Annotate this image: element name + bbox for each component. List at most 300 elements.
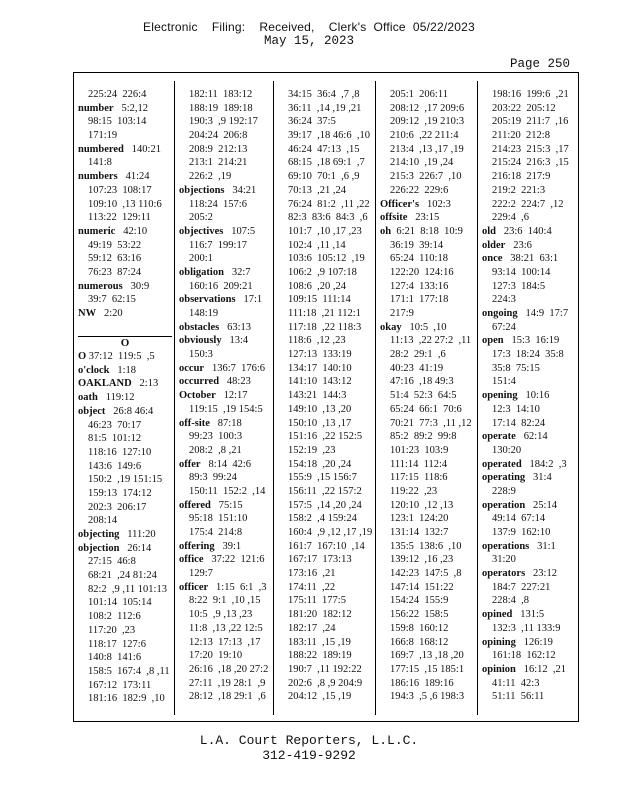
continuation-line: 177:15 ,15 185:1 [390, 663, 465, 675]
continuation-line: 118:6 ,12 ,23 [288, 335, 346, 347]
page-line-refs: 131:5 [512, 609, 545, 621]
page-line-refs: 37:12 119:5 ,5 [86, 351, 155, 363]
index-column-4 [380, 88, 474, 718]
continuation-line: 12:13 17:13 ,17 [189, 636, 261, 648]
continuation-line: 203:22 205:12 [492, 102, 556, 114]
continuation-line: 36:19 39:14 [390, 239, 444, 251]
continuation-line: 76:23 87:24 [88, 266, 142, 278]
column-divider-4 [477, 81, 478, 715]
page-line-refs: 87:18 [209, 417, 242, 429]
continuation-line: 208:9 212:13 [189, 143, 248, 155]
continuation-line: 135:5 138:6 ,10 [390, 540, 462, 552]
continuation-line: 36:24 37:5 [288, 116, 336, 128]
continuation-line: 122:20 124:16 [390, 266, 454, 278]
page-line-refs: 126:19 [515, 636, 553, 648]
continuation-line: 182:17 ,24 [288, 622, 336, 634]
page-line-refs: 14:9 17:7 [517, 308, 569, 319]
page-line-refs: 31:4 [525, 472, 552, 484]
index-term: older [482, 239, 506, 251]
index-term: off-site [179, 417, 210, 429]
deposition-date: May 15, 2023 [263, 34, 354, 48]
continuation-line: 127:3 184:5 [492, 280, 546, 292]
continuation-line: 150:3 [189, 349, 213, 361]
continuation-line: 200:1 [189, 253, 213, 265]
page-line-refs: 1:18 [109, 364, 137, 376]
continuation-line: 35:8 75:15 [492, 362, 540, 374]
index-entry [78, 528, 172, 542]
continuation-line: 229:4 ,6 [492, 212, 530, 224]
continuation-line: 213:4 ,13 ,17 ,19 [390, 143, 464, 155]
index-entry [482, 499, 576, 513]
index-term: okay [380, 321, 402, 333]
continuation-line: 11:8 ,13 ,22 12:5 [189, 622, 263, 634]
continuation-line: 82:2 ,9 ,11 101:13 [88, 583, 167, 595]
page-line-refs: 1:15 6:1 ,3 [208, 581, 267, 593]
continuation-line: 204:24 206:8 [189, 130, 248, 142]
continuation-line: 116:7 199:17 [189, 239, 247, 251]
continuation-line: 81:5 101:12 [88, 433, 142, 445]
page-line-refs: 34:21 [224, 184, 257, 196]
page-line-refs: 23:12 [525, 568, 557, 580]
continuation-line: 31:20 [492, 554, 516, 566]
continuation-line: 99:23 100:3 [189, 431, 243, 443]
index-entry [179, 499, 273, 513]
continuation-line: 141:8 [88, 157, 112, 169]
index-term: NW [78, 308, 97, 319]
continuation-line: 17:3 18:24 35:8 [492, 349, 564, 361]
index-entry [482, 567, 576, 581]
page-line-refs: 102:3 [419, 198, 451, 210]
continuation-line: 183:11 ,15 ,19 [288, 636, 351, 648]
continuation-line: 161:7 167:10 ,14 [288, 540, 365, 552]
index-entry [78, 280, 172, 294]
continuation-line: 93:14 100:14 [492, 266, 551, 278]
continuation-line: 156:11 ,22 157:2 [288, 485, 362, 497]
page-line-refs: 2:20 [96, 308, 123, 319]
column-divider-1 [174, 81, 175, 715]
continuation-line: 109:10 ,13 110:6 [88, 198, 162, 210]
continuation-line: 49:19 53:22 [88, 239, 142, 251]
index-entry [482, 471, 576, 485]
continuation-line: 46:23 70:17 [88, 419, 142, 431]
page-line-refs: 23:15 [407, 212, 440, 224]
index-entry [179, 362, 273, 376]
index-entry [78, 307, 172, 321]
continuation-line: 154:24 155:9 [390, 595, 449, 607]
index-entry [482, 608, 576, 622]
index-entry [179, 553, 273, 567]
continuation-line: 69:10 70:1 ,6 ,9 [288, 171, 360, 183]
page-line-refs: 23:6 140:4 [496, 225, 552, 237]
index-entry [179, 375, 273, 389]
index-term: numbers [78, 171, 118, 183]
continuation-line: 107:23 108:17 [88, 184, 152, 196]
continuation-line: 137:9 162:10 [492, 527, 551, 538]
blank-line [78, 321, 172, 335]
continuation-line: 65:24 66:1 70:6 [390, 403, 462, 415]
continuation-line: 141:10 143:12 [288, 376, 352, 388]
index-column-5 [482, 88, 576, 718]
continuation-line: 208:12 ,17 209:6 [390, 102, 465, 114]
page-line-refs: 48:23 [219, 376, 251, 388]
index-term: objecting [78, 529, 120, 540]
continuation-line: 98:15 103:14 [88, 116, 147, 128]
page-line-refs: 107:5 [223, 225, 256, 237]
continuation-line: 111:18 ,21 112:1 [288, 308, 361, 319]
continuation-line: 143:21 144:3 [288, 390, 347, 402]
continuation-line: 68:15 ,18 69:1 ,7 [288, 157, 365, 169]
index-term: objection [78, 542, 120, 554]
continuation-line: 118:16 127:10 [88, 446, 152, 458]
continuation-line: 175:4 214:8 [189, 527, 243, 538]
index-entry [179, 389, 273, 403]
index-term: objections [179, 184, 225, 196]
continuation-line: 160:16 209:21 [189, 280, 253, 292]
page-line-refs: 13:4 [221, 335, 249, 347]
continuation-line: 40:23 41:19 [390, 362, 444, 374]
reporter-phone: 312-419-9292 [262, 748, 356, 763]
reporter-company: L.A. Court Reporters, L.L.C. [199, 733, 419, 748]
continuation-line: 147:14 151:22 [390, 581, 454, 593]
continuation-line: 76:24 81:2 ,11 ,22 [288, 198, 370, 210]
page-line-refs: 10:5 ,10 [401, 321, 447, 333]
continuation-line: 151:4 [492, 376, 516, 388]
index-entry [179, 417, 273, 431]
continuation-line: 181:16 182:9 ,10 [88, 693, 165, 705]
index-entry [380, 211, 474, 225]
continuation-line: 159:13 174:12 [88, 487, 152, 499]
continuation-line: 219:2 221:3 [492, 184, 546, 196]
continuation-line: 156:22 158:5 [390, 609, 449, 621]
index-entry [482, 334, 576, 348]
index-term: ongoing [482, 308, 518, 319]
column-divider-3 [375, 81, 376, 715]
continuation-line: 150:10 ,13 ,17 [288, 417, 352, 429]
index-entry [482, 540, 576, 554]
index-term: OAKLAND [78, 378, 132, 390]
continuation-line: 106:2 ,9 107:18 [288, 266, 357, 278]
continuation-line: 134:17 140:10 [288, 362, 352, 374]
index-term: obstacles [179, 321, 220, 333]
page-line-refs: 17:1 [235, 294, 263, 306]
continuation-line: 108:2 112:6 [88, 611, 141, 623]
continuation-line: 202:3 206:17 [88, 501, 147, 513]
index-term: open [482, 335, 504, 347]
page-line-refs: 39:1 [214, 540, 242, 552]
continuation-line: 194:3 ,5 ,6 198:3 [390, 691, 465, 703]
continuation-line: 205:1 206:11 [390, 89, 448, 100]
continuation-line: 34:15 36:4 ,7 ,8 [288, 89, 360, 100]
continuation-line: 8:22 9:1 ,10 ,15 [189, 595, 261, 607]
page-line-refs: 15:3 16:19 [503, 335, 560, 347]
continuation-line: 211:20 212:8 [492, 130, 550, 142]
continuation-line: 167:12 173:11 [88, 679, 152, 691]
continuation-line: 228:9 [492, 485, 516, 497]
index-entry [78, 405, 172, 419]
continuation-line: 182:11 183:12 [189, 89, 253, 100]
continuation-line: 117:20 ,23 [88, 624, 136, 636]
continuation-line: 151:16 ,22 152:5 [288, 431, 363, 443]
continuation-line: 159:8 160:12 [390, 622, 449, 634]
index-entry [78, 391, 172, 405]
index-term: occurred [179, 376, 220, 388]
continuation-line: 130:20 [492, 444, 522, 456]
continuation-line: 160:4 ,9 ,12 ,17 ,19 [288, 527, 372, 538]
continuation-line: 157:5 ,14 ,20 ,24 [288, 499, 362, 511]
continuation-line: 95:18 151:10 [189, 513, 248, 525]
index-entry [179, 266, 273, 280]
continuation-line: 28:12 ,18 29:1 ,6 [189, 691, 266, 703]
index-entry [179, 581, 273, 595]
continuation-line: 228:4 ,8 [492, 595, 530, 607]
continuation-line: 10:5 ,9 ,13 ,23 [189, 609, 253, 621]
continuation-line: 117:15 118:6 [390, 472, 448, 484]
index-column-1 [78, 88, 172, 718]
continuation-line: 215:3 226:7 ,10 [390, 171, 462, 183]
continuation-line: 12:3 14:10 [492, 403, 540, 415]
continuation-line: 123:1 124:20 [390, 513, 449, 525]
index-term: objectives [179, 225, 224, 237]
page-line-refs: 12:17 [215, 390, 248, 402]
continuation-line: 216:18 217:9 [492, 171, 551, 183]
continuation-line: 213:1 214:21 [189, 157, 248, 169]
continuation-line: 49:14 67:14 [492, 513, 546, 525]
index-term: opinion [482, 663, 516, 675]
continuation-line: 143:6 149:6 [88, 460, 142, 472]
continuation-line: 214:10 ,19 ,24 [390, 157, 454, 169]
filing-header: Electronic Filing: Received, Clerk's Office 05/22/2023 [143, 20, 475, 34]
index-term: operated [482, 458, 522, 470]
continuation-line: 210:6 ,22 211:4 [390, 130, 459, 142]
page-line-refs: 2:13 [131, 378, 159, 390]
continuation-line: 36:11 ,14 ,19 ,21 [288, 102, 362, 114]
continuation-line: 51:11 56:11 [492, 691, 545, 703]
continuation-line: 158:5 167:4 ,8 ,11 [88, 665, 170, 677]
continuation-line: 102:4 ,11 ,14 [288, 239, 346, 251]
continuation-line: 208:2 ,8 ,21 [189, 444, 242, 456]
index-entry [482, 636, 576, 650]
continuation-line: 119:15 ,19 154:5 [189, 403, 263, 415]
continuation-line: 225:24 226:4 [88, 89, 147, 100]
continuation-line: 85:2 89:2 99:8 [390, 431, 457, 443]
index-entry [179, 225, 273, 239]
continuation-line: 150:2 ,19 151:15 [88, 474, 163, 486]
index-entry [179, 321, 273, 335]
continuation-line: 198:16 199:6 ,21 [492, 89, 569, 100]
continuation-line: 101:14 105:14 [88, 597, 152, 609]
page-line-refs: 16:12 ,21 [515, 663, 567, 675]
continuation-line: 209:12 ,19 210:3 [390, 116, 465, 128]
continuation-line: 120:10 ,12 ,13 [390, 499, 454, 511]
continuation-line: 205:19 211:7 ,16 [492, 116, 569, 128]
index-entry [179, 458, 273, 472]
index-entry [380, 225, 474, 239]
continuation-line: 154:18 ,20 ,24 [288, 458, 352, 470]
index-entry [78, 350, 172, 364]
continuation-line: 171:19 [88, 130, 118, 142]
page-line-refs: 140:21 [123, 143, 161, 155]
index-term: o'clock [78, 364, 110, 376]
index-term: operations [482, 540, 530, 552]
continuation-line: 175:11 177:5 [288, 595, 346, 607]
continuation-line: 208:14 [88, 515, 118, 527]
continuation-line: 132:3 ,11 133:9 [492, 622, 561, 634]
continuation-line: 204:12 ,15 ,19 [288, 691, 352, 703]
index-term: numerous [78, 280, 123, 292]
page-line-refs: 8:14 42:6 [200, 458, 252, 470]
continuation-line: 139:12 ,16 ,23 [390, 554, 454, 566]
index-entry [78, 225, 172, 239]
continuation-line: 226:2 ,19 [189, 171, 232, 183]
index-term: officer [179, 581, 209, 593]
index-column-3 [278, 88, 372, 718]
page-line-refs: 32:7 [223, 266, 251, 278]
continuation-line: 89:3 99:24 [189, 472, 237, 484]
continuation-line: 26:16 ,18 ,20 27:2 [189, 663, 269, 675]
continuation-line: 149:10 ,13 ,20 [288, 403, 352, 415]
continuation-line: 186:16 189:16 [390, 677, 454, 689]
page-line-refs: 25:14 [525, 499, 557, 511]
continuation-line: 188:22 189:19 [288, 650, 352, 662]
index-entry [482, 389, 576, 403]
index-term: numeric [78, 225, 116, 237]
index-entry [78, 170, 172, 184]
index-term: offered [179, 499, 211, 511]
page-line-refs: 38:21 63:1 [502, 253, 559, 265]
continuation-line: 68:21 ,24 81:24 [88, 570, 157, 582]
index-term: operate [482, 431, 516, 443]
page-line-refs: 31:1 [529, 540, 556, 552]
continuation-line: 65:24 110:18 [390, 253, 448, 265]
continuation-line: 131:14 132:7 [390, 527, 449, 538]
page-line-refs: 37:22 121:6 [203, 554, 265, 566]
index-term: oath [78, 392, 98, 404]
continuation-line: 70:13 ,21 ,24 [288, 184, 347, 196]
continuation-line: 222:2 224:7 ,12 [492, 198, 564, 210]
continuation-line: 190:7 ,11 192:22 [288, 663, 362, 675]
continuation-line: 152:19 ,23 [288, 444, 336, 456]
index-entry [482, 252, 576, 266]
index-term: occur [179, 362, 205, 374]
index-term: Officer's [380, 198, 420, 210]
index-column-2 [179, 88, 273, 718]
page-line-refs: 136:7 176:6 [204, 362, 266, 374]
continuation-line: 118:24 157:6 [189, 198, 247, 210]
continuation-line: 17:14 82:24 [492, 417, 546, 429]
continuation-line: 171:1 177:18 [390, 294, 449, 306]
continuation-line: 127:13 133:19 [288, 349, 352, 361]
index-term: once [482, 253, 503, 265]
continuation-line: 167:17 173:13 [288, 554, 352, 566]
page-number: Page 250 [510, 57, 571, 71]
index-entry [78, 102, 172, 116]
page-line-refs: 30:9 [122, 280, 150, 292]
continuation-line: 118:17 127:6 [88, 638, 146, 650]
page-line-refs: 184:2 ,3 [521, 458, 567, 470]
continuation-line: 202:6 ,8 ,9 204:9 [288, 677, 363, 689]
continuation-line: 39:7 62:15 [88, 294, 136, 306]
continuation-line: 11:13 ,22 27:2 ,11 [390, 335, 472, 347]
continuation-line: 70:21 77:3 ,11 ,12 [390, 417, 472, 429]
continuation-line: 101:7 ,10 ,17 ,23 [288, 225, 362, 237]
continuation-line: 214:23 215:3 ,17 [492, 143, 569, 155]
page-line-refs: 63:13 [219, 321, 252, 333]
continuation-line: 205:2 [189, 212, 213, 224]
continuation-line: 142:23 147:5 ,8 [390, 568, 462, 580]
index-term: October [179, 390, 216, 402]
page-line-refs: 111:20 [119, 529, 156, 540]
page-line-refs: 10:16 [517, 390, 550, 402]
continuation-line: 17:20 19:10 [189, 650, 243, 662]
index-term: offer [179, 458, 201, 470]
continuation-line: 51:4 52:3 64:5 [390, 390, 457, 402]
index-term: opined [482, 609, 513, 621]
continuation-line: 166:8 168:12 [390, 636, 449, 648]
continuation-line: 215:24 216:3 ,15 [492, 157, 569, 169]
continuation-line: 174:11 ,22 [288, 581, 336, 593]
index-term: numbered [78, 143, 124, 155]
index-entry [482, 239, 576, 253]
index-term: obviously [179, 335, 222, 347]
index-term: object [78, 405, 106, 417]
section-letter: O [78, 336, 172, 350]
continuation-line: 67:24 [492, 321, 516, 333]
index-entry [78, 364, 172, 378]
continuation-line: 181:20 182:12 [288, 609, 352, 621]
index-entry [482, 430, 576, 444]
index-entry [482, 663, 576, 677]
continuation-line: 59:12 63:16 [88, 253, 142, 265]
continuation-line: 217:9 [390, 308, 414, 319]
index-entry [179, 184, 273, 198]
page-line-refs: 5:2,12 [113, 102, 149, 114]
index-term: observations [179, 294, 236, 306]
page-line-refs: 41:24 [117, 171, 150, 183]
page-line-refs: 75:15 [210, 499, 243, 511]
index-entry [78, 143, 172, 157]
index-term: operation [482, 499, 526, 511]
column-divider-2 [273, 81, 274, 715]
index-entry [380, 198, 474, 212]
continuation-line: 39:17 ,18 46:6 ,10 [288, 130, 370, 142]
continuation-line: 190:3 ,9 192:17 [189, 116, 258, 128]
continuation-line: 28:2 29:1 ,6 [390, 349, 446, 361]
index-entry [78, 542, 172, 556]
index-entry [482, 307, 576, 321]
continuation-line: 27:11 ,19 28:1 ,9 [189, 677, 266, 689]
page-line-refs: 23:6 [505, 239, 532, 251]
continuation-line: 47:16 ,18 49:3 [390, 376, 454, 388]
continuation-line: 161:18 162:12 [492, 650, 556, 662]
continuation-line: 173:16 ,21 [288, 568, 336, 580]
continuation-line: 113:22 129:11 [88, 212, 151, 224]
continuation-line: 224:3 [492, 294, 516, 306]
continuation-line: 101:23 103:9 [390, 444, 449, 456]
index-entry [179, 540, 273, 554]
continuation-line: 82:3 83:6 84:3 ,6 [288, 212, 368, 224]
index-term: number [78, 102, 114, 114]
page-line-refs: 119:12 [97, 392, 135, 404]
continuation-line: 150:11 152:2 ,14 [189, 485, 266, 497]
continuation-line: 117:18 ,22 118:3 [288, 321, 362, 333]
continuation-line: 155:9 ,15 156:7 [288, 472, 357, 484]
continuation-line: 103:6 105:12 ,19 [288, 253, 365, 265]
index-term: offering [179, 540, 215, 552]
index-term: obligation [179, 266, 224, 278]
continuation-line: 127:4 133:16 [390, 280, 449, 292]
continuation-line: 184:7 227:21 [492, 581, 551, 593]
continuation-line: 109:15 111:14 [288, 294, 351, 306]
